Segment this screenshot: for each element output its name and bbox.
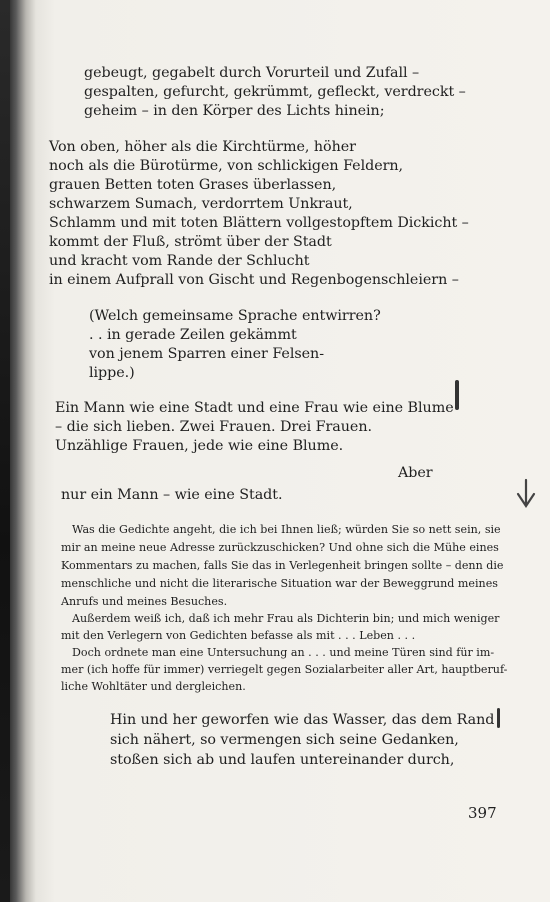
poem-line-aber: Aber <box>398 465 433 481</box>
margin-mark <box>497 708 500 728</box>
letter-line: menschliche und nicht die literarische Situation war der Beweggrund meines <box>61 577 498 590</box>
poem-line: . . in gerade Zeilen gekämmt <box>89 327 297 343</box>
page-number: 397 <box>468 804 497 822</box>
prose-line: sich nähert, so vermengen sich seine Gedanken, <box>110 732 459 748</box>
poem-line: und kracht vom Rande der Schlucht <box>49 253 310 269</box>
poem-line: Unzählige Frauen, jede wie eine Blume. <box>55 438 344 454</box>
poem-line: gespalten, gefurcht, gekrümmt, gefleckt, verdreckt – <box>84 84 466 100</box>
poem-line: – die sich lieben. Zwei Frauen. Drei Frauen. <box>55 419 372 435</box>
poem-line: Schlamm und mit toten Blättern vollgestopftem Dickicht – <box>49 215 469 231</box>
poem-line: gebeugt, gegabelt durch Vorurteil und Zufall – <box>84 65 420 81</box>
poem-line: in einem Aufprall von Gischt und Regenbogenschleiern – <box>49 272 459 288</box>
poem-line: kommt der Fluß, strömt über der Stadt <box>49 234 332 250</box>
letter-line: Was die Gedichte angeht, die ich bei Ihnen ließ; würden Sie so nett sein, sie <box>72 523 501 536</box>
poem-line: geheim – in den Körper des Lichts hinein; <box>84 103 385 119</box>
down-arrow-icon <box>514 478 538 510</box>
letter-line: mer (ich hoffe für immer) verriegelt gegen Sozialarbeiter aller Art, hauptberuf- <box>61 663 508 676</box>
letter-line: mit den Verlegern von Gedichten befasse als mit . . . Leben . . . <box>61 629 416 642</box>
letter-line: Doch ordnete man eine Untersuchung an . . . und meine Türen sind für im- <box>72 646 495 659</box>
letter-line: Außerdem weiß ich, daß ich mehr Frau als Dichterin bin; und mich weniger <box>72 612 500 625</box>
margin-mark <box>455 380 459 410</box>
letter-line: Anrufs und meines Besuches. <box>61 595 228 608</box>
poem-last-line: nur ein Mann – wie eine Stadt. <box>61 487 283 503</box>
letter-line: Kommentars zu machen, falls Sie das in Verlegenheit bringen sollte – denn die <box>61 559 504 572</box>
poem-line: grauen Betten toten Grases überlassen, <box>49 177 337 193</box>
prose-line: Hin und her geworfen wie das Wasser, das dem Rand <box>110 712 495 728</box>
poem-line: Ein Mann wie eine Stadt und eine Frau wie eine Blume <box>55 400 454 416</box>
letter-line: liche Wohltäter und dergleichen. <box>61 680 246 693</box>
letter-line: mir an meine neue Adresse zurückzuschicken? Und ohne sich die Mühe eines <box>61 541 499 554</box>
poem-line: schwarzem Sumach, verdorrtem Unkraut, <box>49 196 353 212</box>
poem-line: von jenem Sparren einer Felsen- <box>89 346 324 362</box>
poem-line: noch als die Bürotürme, von schlickigen Feldern, <box>49 158 404 174</box>
poem-line: Von oben, höher als die Kirchtürme, höher <box>49 139 356 155</box>
poem-line: lippe.) <box>89 365 135 381</box>
prose-line: stoßen sich ab und laufen untereinander durch, <box>110 752 455 768</box>
poem-line: (Welch gemeinsame Sprache entwirren? <box>89 308 381 324</box>
book-gutter-shadow <box>0 0 10 902</box>
